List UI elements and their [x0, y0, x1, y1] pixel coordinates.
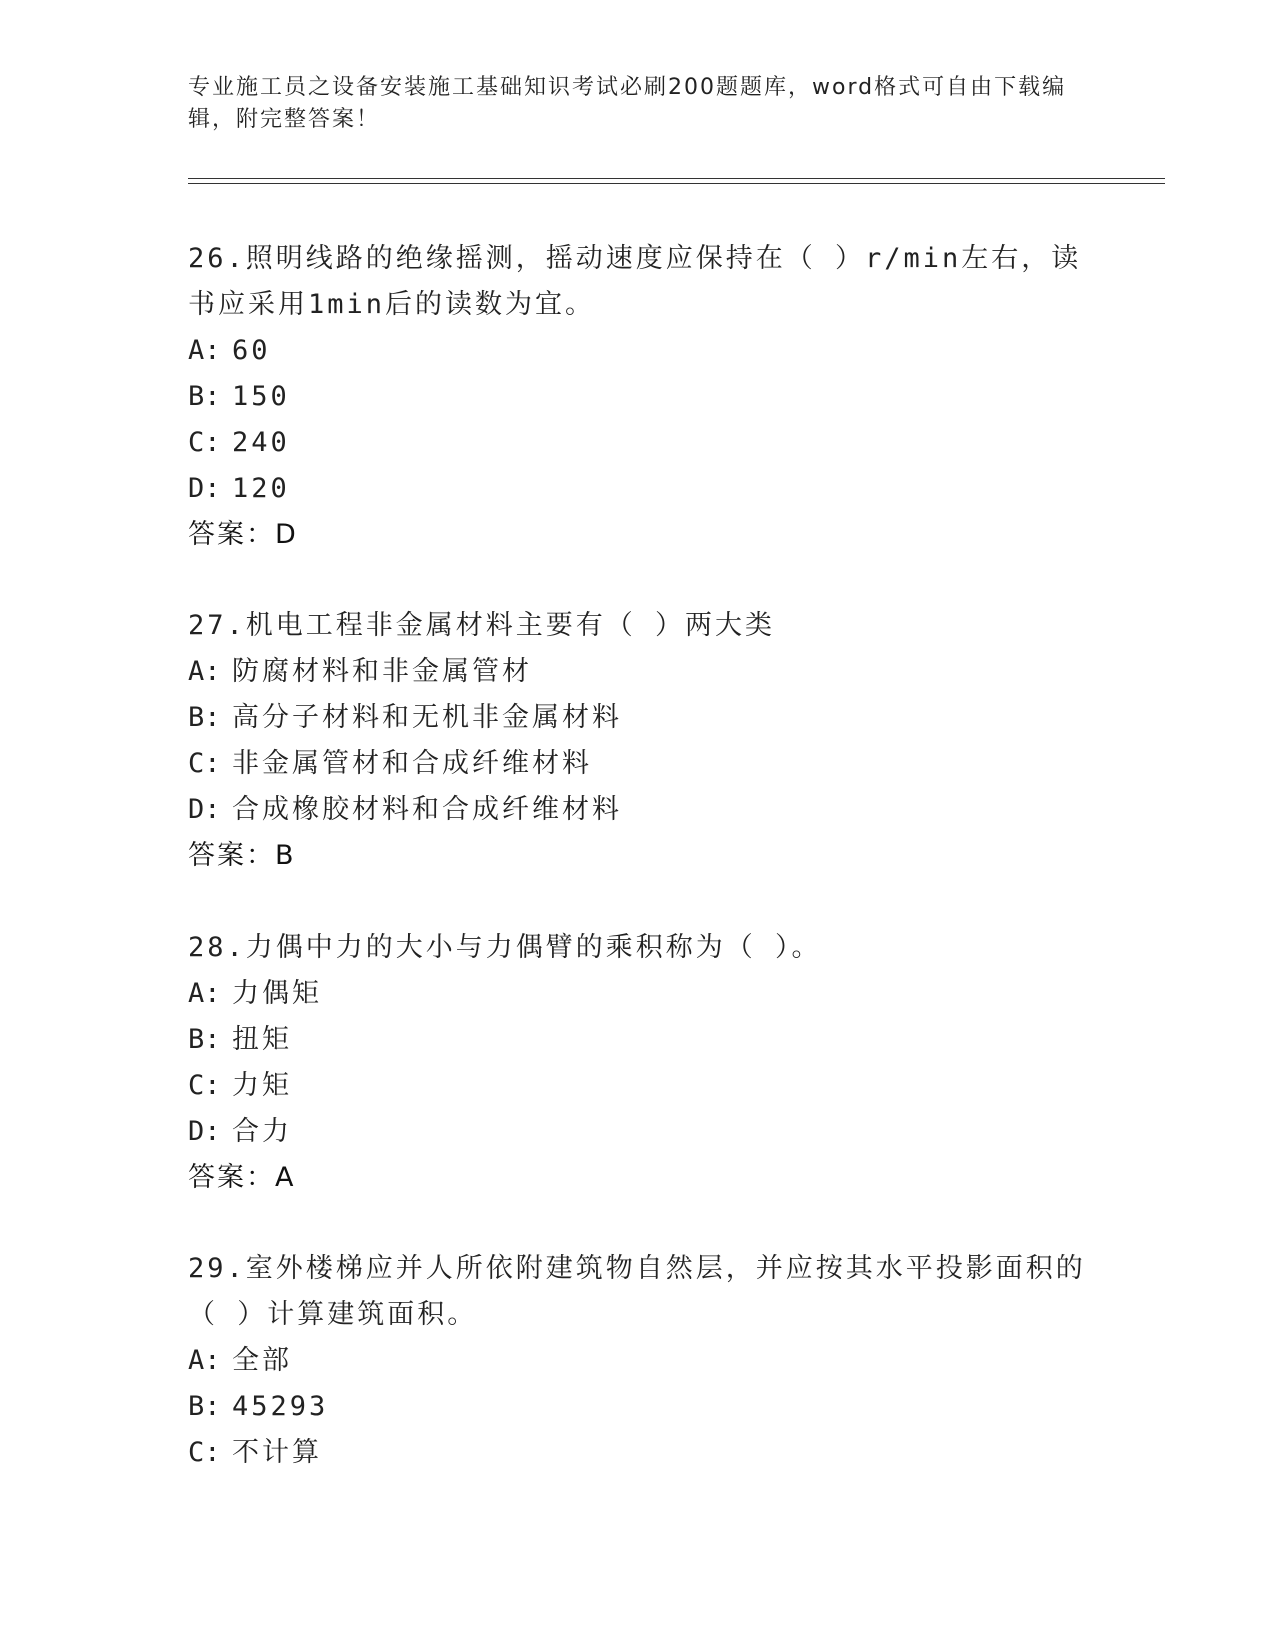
option-key: C:: [188, 427, 221, 458]
option-key: C:: [188, 1437, 221, 1468]
option-key: B:: [188, 1024, 221, 1055]
option-c: [188, 1063, 1088, 1109]
option-text: 扭矩: [232, 1024, 292, 1055]
question-stem: 27.机电工程非金属材料主要有（ ）两大类: [188, 610, 776, 641]
option-text: 高分子材料和无机非金属材料: [232, 702, 622, 733]
answer-label: 答案：D: [188, 519, 298, 550]
option-text: 150: [232, 381, 290, 412]
option-a: [188, 328, 1088, 374]
answer-label: 答案：A: [188, 1162, 296, 1193]
option-text: 合力: [232, 1116, 292, 1147]
option-text: 力偶矩: [232, 978, 322, 1009]
option-a: [188, 1338, 1088, 1384]
option-key: A:: [188, 1345, 221, 1376]
question-stem: 29.室外楼梯应并人所依附建筑物自然层，并应按其水平投影面积的（ ）计算建筑面积。: [188, 1253, 1086, 1330]
option-key: D:: [188, 473, 221, 504]
option-c: [188, 420, 1088, 466]
option-b: [188, 374, 1088, 420]
option-d: [188, 1109, 1088, 1155]
question-28: [188, 925, 1088, 1201]
option-key: A:: [188, 656, 221, 687]
question-29: [188, 1246, 1088, 1476]
option-text: 120: [232, 473, 290, 504]
document-header: 专业施工员之设备安装施工基础知识考试必刷200题题库，word格式可自由下载编辑，附完整答案！: [188, 75, 1067, 132]
option-key: B:: [188, 381, 221, 412]
option-key: A:: [188, 978, 221, 1009]
option-text: 合成橡胶材料和合成纤维材料: [232, 794, 622, 825]
option-text: 非金属管材和合成纤维材料: [232, 748, 592, 779]
header-divider-bottom: [188, 183, 1165, 184]
option-text: 不计算: [232, 1437, 322, 1468]
option-key: C:: [188, 748, 221, 779]
option-text: 力矩: [232, 1070, 292, 1101]
question-26: [188, 236, 1088, 558]
option-text: 防腐材料和非金属管材: [232, 656, 532, 687]
option-key: B:: [188, 1391, 221, 1422]
option-key: A:: [188, 335, 221, 366]
option-key: D:: [188, 1116, 221, 1147]
option-a: [188, 971, 1088, 1017]
option-text: 全部: [232, 1345, 292, 1376]
answer-label: 答案：B: [188, 840, 296, 871]
option-key: B:: [188, 702, 221, 733]
question-stem: 28.力偶中力的大小与力偶臂的乘积称为（ ）。: [188, 932, 822, 963]
option-d: [188, 466, 1088, 512]
option-c: [188, 741, 1088, 787]
option-b: [188, 1017, 1088, 1063]
option-c: [188, 1430, 1088, 1476]
option-b: [188, 1384, 1088, 1430]
option-b: [188, 695, 1088, 741]
option-text: 60: [232, 335, 271, 366]
question-stem: 26.照明线路的绝缘摇测，摇动速度应保持在（ ）r/min左右，读书应采用1min后的读数为宜。: [188, 243, 1082, 320]
option-text: 45293: [232, 1391, 329, 1422]
option-key: C:: [188, 1070, 221, 1101]
option-text: 240: [232, 427, 290, 458]
option-a: [188, 649, 1088, 695]
question-27: [188, 603, 1088, 879]
option-key: D:: [188, 794, 221, 825]
option-d: [188, 787, 1088, 833]
header-divider-top: [188, 178, 1165, 179]
